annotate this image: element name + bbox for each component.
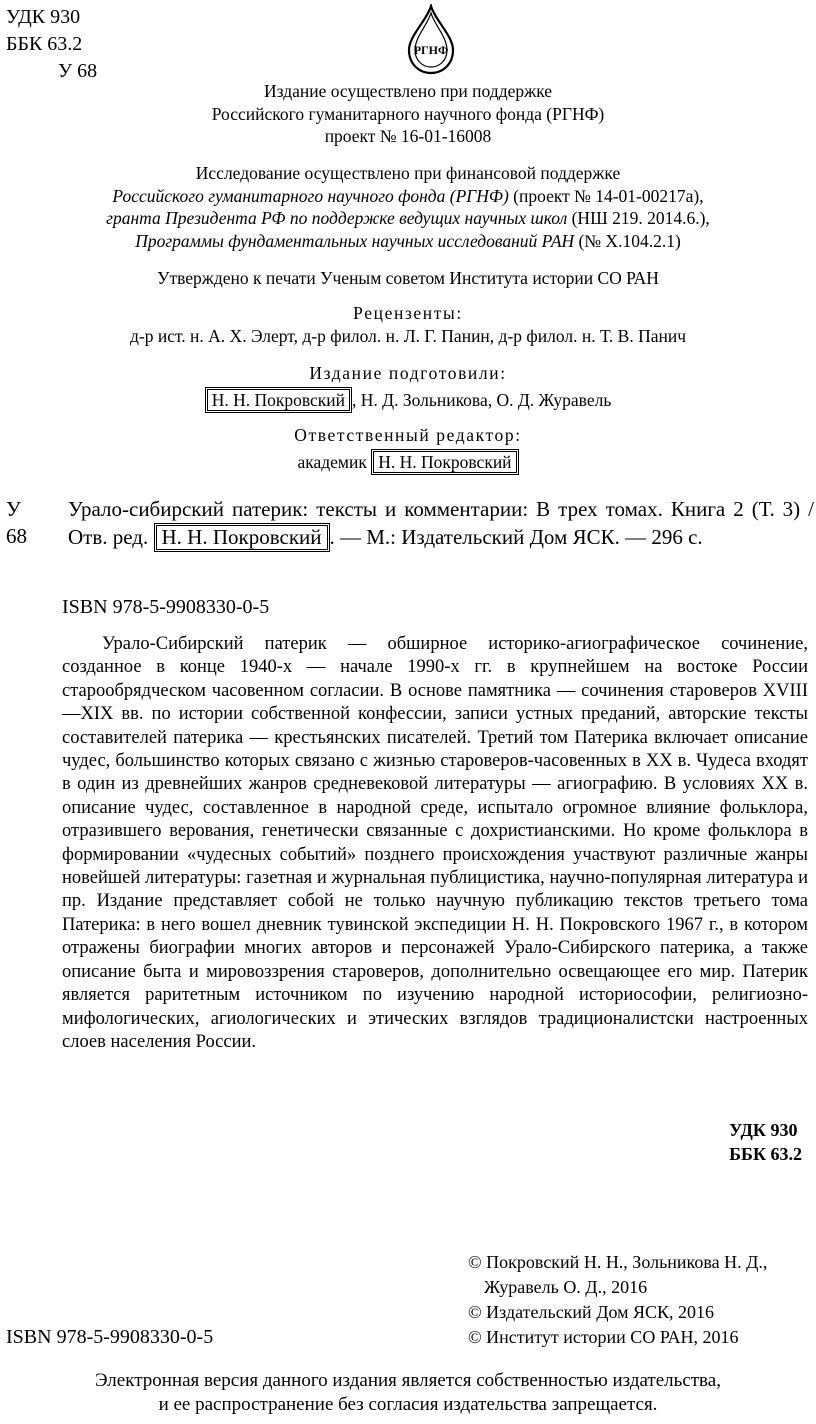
support-block-1 [0, 80, 816, 148]
funding-project: (НШ 219. 2014.6.), [567, 208, 710, 228]
editor-block [0, 424, 816, 475]
entry-code: У 68 [6, 497, 27, 548]
reviewers-title: Рецензенты: [353, 303, 463, 323]
funding-name: Российского гуманитарного научного фонда (РГНФ) [112, 185, 509, 206]
footer-line: и ее распространение без согласия издательства запрещается. [158, 1394, 658, 1415]
funding-line-rgnf [0, 185, 816, 208]
isbn-bottom: ISBN 978-5-9908330-0-5 [6, 1326, 214, 1348]
entry-text-part: . — М.: Издательский Дом ЯСК. — 296 с. [329, 525, 703, 549]
editor-prefix: академик [297, 451, 367, 472]
support-block-2 [0, 162, 816, 252]
reviewers-block [0, 302, 816, 347]
copyright-line: © Покровский Н. Н., Зольникова Н. Д., [468, 1252, 768, 1272]
abstract: Урало-Сибирский патерик — обширное историко-агиографическое сочинение, созданное в конце 1940-х — начале 1990-х гг. в крупнейшем на востоке России старообрядческом часовенном согласии. В основе памятника — сочинения староверов XVIII—XIX вв. по истории собственной конфессии, записи устных преданий, авторские тексты составителей патерика — крестьянских писателей. Третий том Патерика включает описание чудес, большинство которых связано с жизнью староверов-часовенных в XX в. Чудеса входят в один из древнейших жанров средневековой литературы — агиографию. В условиях XX в. описание чудес, составленное в народной среде, испытало огромное влияние фольклора, отразившего верования, генетически связанные с дохристианскими. Но кроме фольклора в формировании «чудесных событий» позднего происхождения участвуют различные жанры новейшей литературы: газетная и журнальная публицистика, научно-популярная литература и пр. Издание представляет собой не только научную публикацию текстов третьего тома Патерика: в него вошел дневник тувинской экспедиции Н. Н. Покровского 1967 г., в котором отражены биографии многих авторов и персонажей Урало-Сибирского патерика, а также описание быта и мировоззрения староверов, дополнительно освещающее его мир. Патерик является раритетным источником по изучению народной историософии, религиозно-мифологических, агиологических и этических взглядов традиционалистски настроенных слоев населения России. [62, 634, 808, 1052]
bbk-code: ББК 63.2 [729, 1144, 802, 1164]
footer-notice [0, 1369, 816, 1417]
footer-line: Электронная версия данного издания является собственностью издательства, [95, 1370, 721, 1391]
funding-project: (№ Х.104.2.1) [574, 230, 681, 251]
boxed-name: Н. Н. Покровский [205, 387, 352, 413]
boxed-name: Н. Н. Покровский [371, 449, 518, 475]
support-intro: Исследование осуществлено при финансовой поддержке [195, 163, 621, 183]
funding-line-ran [0, 230, 816, 253]
funding-project: (проект № 14-01-00217а), [508, 185, 704, 206]
classification-codes [6, 4, 97, 85]
reviewers-names: д-р ист. н. А. Х. Элерт, д-р филол. н. Л. Г. Панин, д-р филол. н. Т. В. Панич [129, 325, 687, 346]
prepared-names [0, 387, 816, 413]
isbn: ISBN 978-5-9908330-0-5 [62, 596, 270, 618]
copyright-block [468, 1250, 767, 1350]
udk-code: УДК 930 [6, 6, 81, 28]
copyright-line: Журавель О. Д., 2016 [484, 1277, 648, 1297]
entry-text-part: Урало-сибирский патерик: тексты и комментарии: В трех томах. Книга 2 (Т. 3) / Отв. ред. [68, 497, 814, 549]
editor-name-line [0, 449, 816, 475]
prepared-block [0, 362, 816, 413]
support-line: проект № 16-01-16008 [324, 126, 492, 146]
copyright-line: © Институт истории СО РАН, 2016 [468, 1327, 739, 1347]
funding-name: Программы фундаментальных научных исследований РАН [135, 230, 575, 251]
support-line: Издание осуществлено при поддержке [263, 81, 553, 101]
prepared-rest: , Н. Д. Зольникова, О. Д. Журавель [352, 389, 612, 410]
copyright-line: © Издательский Дом ЯСК, 2016 [468, 1302, 715, 1322]
support-line: Российского гуманитарного научного фонда (РГНФ) [211, 103, 605, 124]
funding-name: гранта Президента РФ по поддержке ведущих научных школ [106, 208, 568, 228]
bbk-code: ББК 63.2 [6, 33, 83, 55]
udk-bbk-block [729, 1118, 802, 1166]
rgnf-logo-icon [405, 4, 457, 76]
logo-monogram: РГНФ [413, 43, 449, 57]
udk-code: УДК 930 [729, 1120, 798, 1140]
editor-title: Ответственный редактор: [294, 425, 522, 445]
entry-text [68, 496, 814, 552]
boxed-name: Н. Н. Покровский [154, 523, 330, 552]
approval-line: Утверждено к печати Ученым советом Института истории СО РАН [157, 268, 659, 288]
funding-line-president [0, 207, 816, 230]
author-mark: У 68 [58, 60, 98, 82]
prepared-title: Издание подготовили: [309, 363, 507, 383]
